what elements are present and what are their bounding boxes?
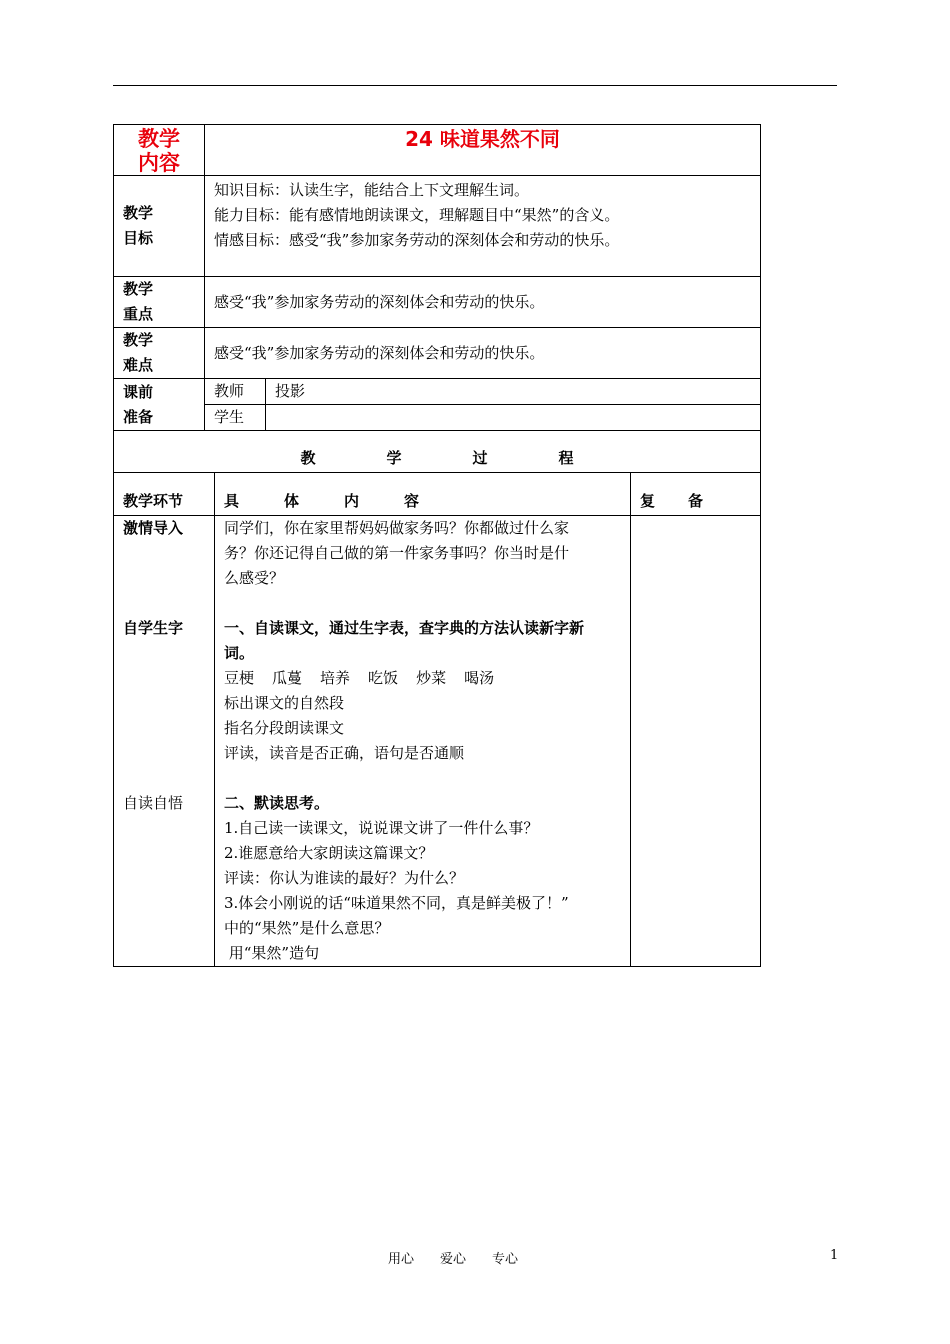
word: 豆梗 <box>224 669 255 687</box>
difficulty-text: 感受“我”参加家务劳动的深刻体会和劳动的快乐。 <box>205 328 761 379</box>
part2-line: 2.谁愿意给大家朗读这篇课文？ <box>224 844 434 862</box>
column-header-row <box>114 473 761 516</box>
prep-label-text: 课前准备 <box>123 382 154 426</box>
prep-student-value <box>266 405 761 431</box>
content-cell <box>215 516 631 967</box>
key-point-label <box>114 277 205 328</box>
stages-cell <box>114 516 215 967</box>
process-heading <box>114 431 761 473</box>
column-content-char: 具 <box>224 492 240 510</box>
part1-heading-cont: 词。 <box>224 644 255 662</box>
goals-content <box>205 176 761 277</box>
footer-motto-word: 用心 <box>388 1252 415 1267</box>
footer-motto <box>388 1248 544 1267</box>
title-row <box>114 125 761 176</box>
title-label <box>114 125 205 176</box>
goals-label <box>114 176 205 277</box>
process-body-row <box>114 516 761 967</box>
process-heading-char: 过 <box>472 449 488 467</box>
process-heading-char: 学 <box>386 449 402 467</box>
review-cell <box>631 516 761 967</box>
part2-line: 3.体会小刚说的话“味道果然不同，真是鲜美极了！” <box>224 894 569 912</box>
key-point-row <box>114 277 761 328</box>
process-heading-char: 程 <box>558 449 574 467</box>
difficulty-label <box>114 328 205 379</box>
lesson-plan-table <box>113 124 761 967</box>
column-review-char: 复 <box>640 492 656 510</box>
word: 培养 <box>320 669 351 687</box>
page-number: 1 <box>830 1248 839 1263</box>
goals-row <box>114 176 761 277</box>
header-rule <box>113 85 837 86</box>
prep-label <box>114 379 205 431</box>
footer-motto-word: 专心 <box>492 1252 519 1267</box>
goals-label-text: 教学目标 <box>123 204 154 247</box>
section-self-read: 自读自悟 <box>123 794 184 812</box>
section-self-study: 自学生字 <box>123 619 184 637</box>
footer-motto-word: 爱心 <box>440 1252 467 1267</box>
column-review <box>631 473 761 516</box>
prep-row-teacher <box>114 379 761 405</box>
word: 瓜蔓 <box>272 669 303 687</box>
prep-teacher-value: 投影 <box>266 379 761 405</box>
key-point-label-text: 教学重点 <box>123 280 154 323</box>
difficulty-label-text: 教学难点 <box>123 331 154 374</box>
prep-teacher-label: 教师 <box>205 379 266 405</box>
part2-line: 中的“果然”是什么意思？ <box>224 919 390 937</box>
column-content-char: 容 <box>404 492 420 510</box>
part1-line: 指名分段朗读课文 <box>224 719 345 737</box>
column-stage: 教学环节 <box>114 473 215 516</box>
part1-line: 评读，读音是否正确，语句是否通顺 <box>224 744 465 762</box>
prep-student-label: 学生 <box>205 405 266 431</box>
goal-line: 情感目标：感受“我”参加家务劳动的深刻体会和劳动的快乐。 <box>214 231 620 249</box>
part1-line: 标出课文的自然段 <box>224 694 345 712</box>
column-review-char: 备 <box>688 492 704 510</box>
goal-line: 能力目标：能有感情地朗读课文，理解题目中“果然”的含义。 <box>214 206 620 224</box>
difficulty-row <box>114 328 761 379</box>
column-content-char: 体 <box>284 492 300 510</box>
intro-line: 务？你还记得自己做的第一件家务事吗？你当时是什 <box>224 544 570 562</box>
part2-line: 用“果然”造句 <box>224 944 320 962</box>
process-heading-row <box>114 431 761 473</box>
part2-line: 1.自己读一读课文，说说课文讲了一件什么事？ <box>224 819 539 837</box>
prep-row-student <box>114 405 761 431</box>
intro-line: 么感受？ <box>224 569 285 587</box>
word: 喝汤 <box>464 669 495 687</box>
word-list <box>224 666 630 691</box>
goal-line: 知识目标：认读生字，能结合上下文理解生词。 <box>214 181 530 199</box>
column-content-char: 内 <box>344 492 360 510</box>
lesson-title: 24 味道果然不同 <box>205 125 761 176</box>
part2-line: 评读：你认为谁读的最好？为什么？ <box>224 869 465 887</box>
word: 炒菜 <box>416 669 447 687</box>
intro-line: 同学们，你在家里帮妈妈做家务吗？你都做过什么家 <box>224 519 570 537</box>
part1-heading: 一、自读课文，通过生字表，查字典的方法认读新字新 <box>224 619 585 637</box>
column-content <box>215 473 631 516</box>
part2-heading: 二、默读思考。 <box>224 794 330 812</box>
process-heading-char: 教 <box>300 449 316 467</box>
word: 吃饭 <box>368 669 399 687</box>
title-label-text: 教学内容 <box>138 127 180 175</box>
section-intro: 激情导入 <box>123 519 184 537</box>
key-point-text: 感受“我”参加家务劳动的深刻体会和劳动的快乐。 <box>205 277 761 328</box>
